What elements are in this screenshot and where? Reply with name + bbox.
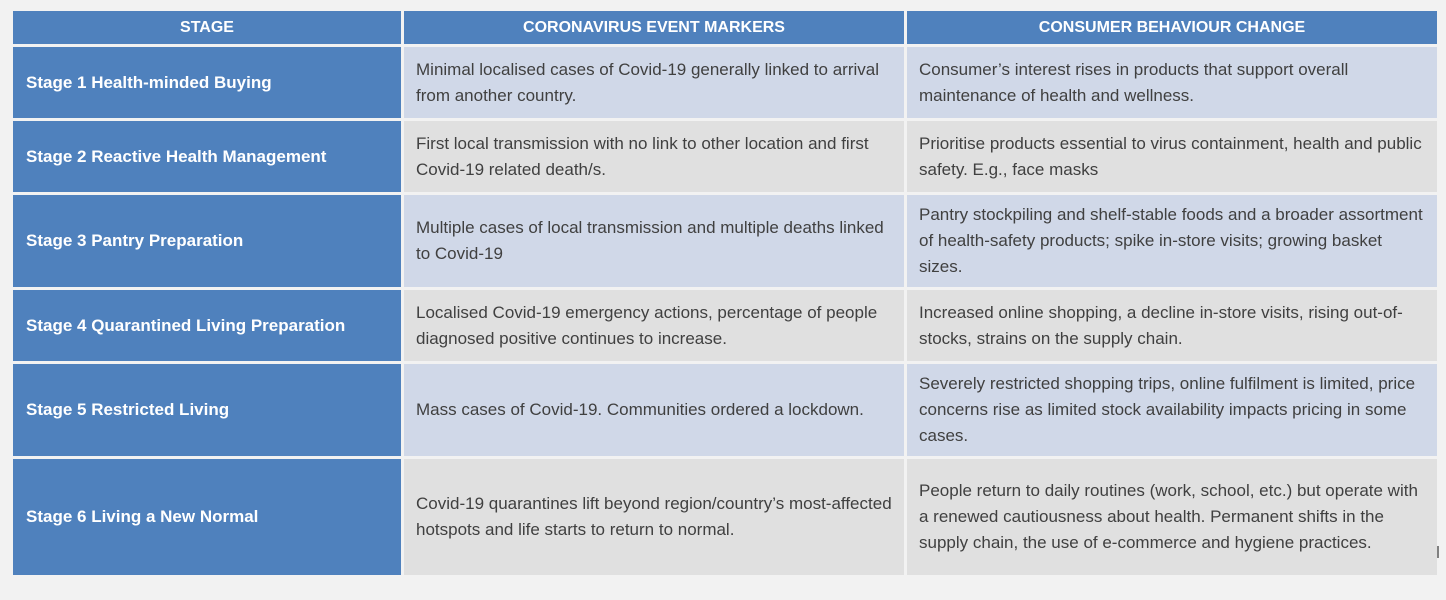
stage-cell: Stage 3 Pantry Preparation [13, 195, 401, 287]
stages-table-frame [10, 8, 1434, 586]
event-markers-cell: Localised Covid-19 emergency actions, percentage of people diagnosed positive continues to increase. [404, 290, 904, 361]
event-markers-cell: Mass cases of Covid-19. Communities ordered a lockdown. [404, 364, 904, 456]
stage-cell: Stage 2 Reactive Health Management [13, 121, 401, 192]
behaviour-change-cell: Pantry stockpiling and shelf-stable foods and a broader assortment of health-safety products; spike in-store visits; growing basket sizes. [907, 195, 1437, 287]
behaviour-change-cell: Increased online shopping, a decline in-store visits, rising out-of-stocks, strains on the supply chain. [907, 290, 1437, 361]
table-row [13, 47, 1437, 118]
behaviour-change-cell: People return to daily routines (work, school, etc.) but operate with a renewed cautiousness about health. Permanent shifts in the supply chain, the use of e-commerce and hygiene practices. [907, 459, 1437, 575]
table-row [13, 195, 1437, 287]
event-markers-cell: Multiple cases of local transmission and multiple deaths linked to Covid-19 [404, 195, 904, 287]
table-row [13, 290, 1437, 361]
behaviour-change-cell: Consumer’s interest rises in products that support overall maintenance of health and wellness. [907, 47, 1437, 118]
table-row [13, 459, 1437, 575]
stage-cell: Stage 1 Health-minded Buying [13, 47, 401, 118]
header-event-markers: CORONAVIRUS EVENT MARKERS [404, 11, 904, 44]
table-row [13, 364, 1437, 456]
stage-cell: Stage 6 Living a New Normal [13, 459, 401, 575]
behaviour-change-cell: Severely restricted shopping trips, online fulfilment is limited, price concerns rise as limited stock availability impacts pricing in some cases. [907, 364, 1437, 456]
table-header-row [13, 11, 1437, 44]
table-row [13, 121, 1437, 192]
consumer-stages-table [10, 8, 1440, 578]
stage-cell: Stage 4 Quarantined Living Preparation [13, 290, 401, 361]
event-markers-cell: First local transmission with no link to other location and first Covid-19 related death/s. [404, 121, 904, 192]
header-stage: STAGE [13, 11, 401, 44]
event-markers-cell: Covid-19 quarantines lift beyond region/country’s most-affected hotspots and life starts to return to normal. [404, 459, 904, 575]
header-behaviour-change: CONSUMER BEHAVIOUR CHANGE [907, 11, 1437, 44]
edge-marker [1437, 546, 1439, 558]
event-markers-cell: Minimal localised cases of Covid-19 generally linked to arrival from another country. [404, 47, 904, 118]
stage-cell: Stage 5 Restricted Living [13, 364, 401, 456]
behaviour-change-cell: Prioritise products essential to virus containment, health and public safety. E.g., face masks [907, 121, 1437, 192]
